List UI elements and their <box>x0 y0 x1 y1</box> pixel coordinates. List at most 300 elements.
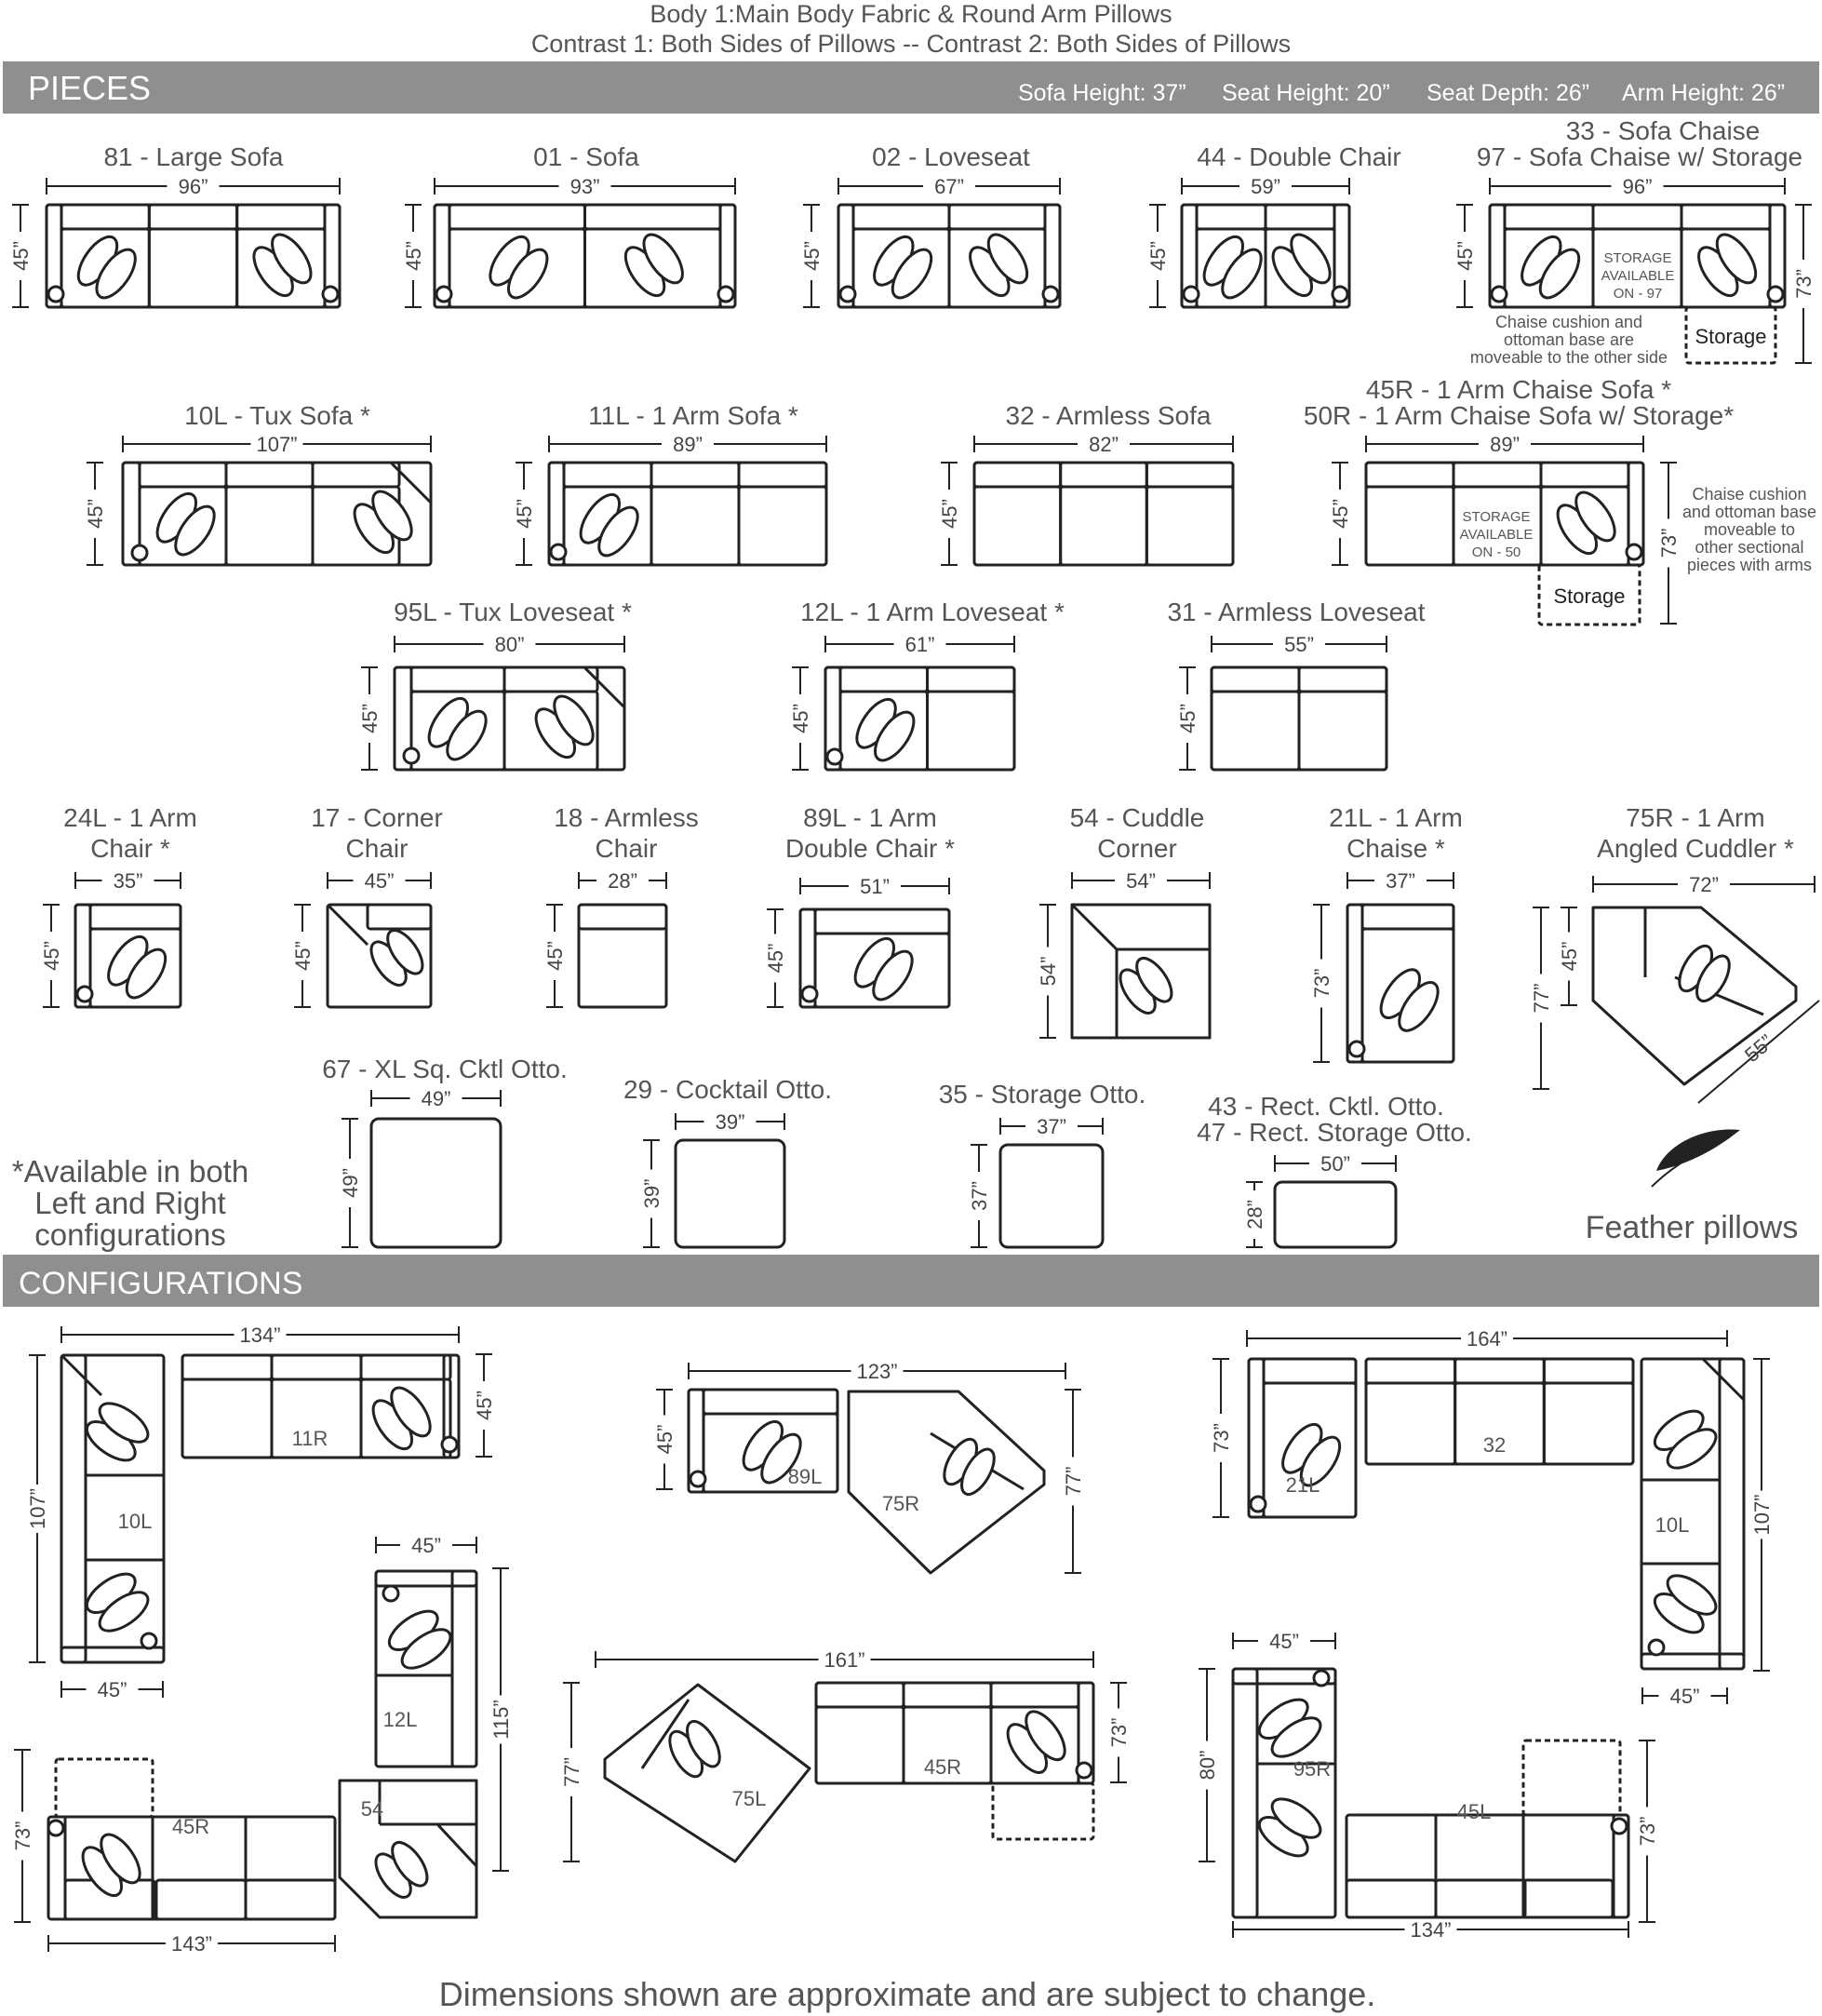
storage-ottoman <box>1523 1740 1620 1815</box>
pillow-pair <box>1253 1692 1327 1764</box>
dimension-horizontal <box>123 431 431 457</box>
back-cushion <box>949 205 1045 229</box>
frame <box>1346 1815 1628 1917</box>
dim-label: 73” <box>1792 269 1815 299</box>
config-title: CONFIGURATIONS <box>19 1266 303 1301</box>
chaise-note: Chaise cushion and <box>1494 313 1643 331</box>
dim-label: 45” <box>513 499 536 529</box>
ottoman <box>676 1140 784 1247</box>
dim-label: 72” <box>1689 873 1719 896</box>
back-cushion <box>149 205 236 229</box>
back-cushion <box>1146 463 1233 487</box>
dimension-horizontal <box>689 1358 1065 1384</box>
dimension-vertical <box>1748 1359 1775 1671</box>
dim-label: 49” <box>421 1087 451 1110</box>
arm-bolster <box>551 544 566 559</box>
dim-label: 80” <box>494 633 525 656</box>
dimension-vertical <box>651 1390 677 1489</box>
dimension-horizontal <box>1000 1113 1103 1139</box>
dim-label: 59” <box>1251 175 1280 198</box>
seat-cushion <box>1436 1880 1525 1917</box>
dimension-vertical <box>1528 907 1554 1089</box>
dimension-horizontal <box>48 1930 335 1956</box>
dimension-horizontal <box>1593 871 1815 897</box>
arm-bolster <box>404 748 419 763</box>
dim-label: 123” <box>856 1360 898 1383</box>
dimension-vertical <box>1035 905 1061 1038</box>
dimension-horizontal <box>579 867 666 894</box>
pieces-title: PIECES <box>28 69 152 107</box>
dimension-vertical <box>1060 1390 1086 1573</box>
dimension-horizontal <box>47 173 340 199</box>
back-cushion <box>1544 1359 1633 1383</box>
back-cushion <box>651 463 739 487</box>
back-cushion <box>1593 205 1681 229</box>
piece-title: 29 - Cocktail Otto. <box>623 1075 833 1104</box>
disclaimer: Dimensions shown are approximate and are subject to change. <box>438 1975 1376 2013</box>
dimension-horizontal <box>75 867 181 894</box>
piece-code: 75L <box>731 1787 767 1810</box>
piece-title: 45R - 1 Arm Chaise Sofa * <box>1365 375 1672 404</box>
dimension-vertical <box>542 905 568 1007</box>
dim-label: 37” <box>1037 1115 1066 1138</box>
back-cushion <box>90 905 181 929</box>
dim-label: 45” <box>938 499 961 529</box>
dimension-horizontal <box>1275 1150 1396 1176</box>
back-cushion <box>991 1683 1078 1707</box>
dim-label: 39” <box>715 1110 745 1134</box>
piece-title: Chaise * <box>1346 834 1445 863</box>
tux-arm-angle <box>1703 1359 1744 1400</box>
dimension-vertical <box>798 205 824 307</box>
dimension-horizontal <box>371 1085 501 1111</box>
back-cushion <box>237 205 325 229</box>
dimension-vertical <box>1634 1740 1660 1922</box>
back-cushion <box>1233 1669 1257 1917</box>
pillow-pair <box>1197 231 1268 304</box>
dimension-horizontal <box>838 173 1060 199</box>
back-cushion <box>853 205 949 229</box>
frame <box>579 905 666 1007</box>
back-cushion <box>1681 205 1770 229</box>
dimension-vertical <box>1241 1182 1267 1247</box>
dim-label: 93” <box>569 175 600 198</box>
piece-code: 21L <box>1285 1473 1320 1497</box>
seat-cushion <box>739 487 826 565</box>
piece-title: 21L - 1 Arm <box>1329 803 1463 832</box>
dimension-horizontal <box>435 173 735 199</box>
back-cushion <box>1299 667 1387 692</box>
piece-title: Corner <box>1097 834 1177 863</box>
dim-label: 55” <box>1284 633 1314 656</box>
dimension-horizontal <box>1233 1916 1628 1942</box>
back-cushion <box>1541 463 1628 487</box>
arm-bolster <box>141 1633 156 1648</box>
dimension-vertical <box>9 1750 35 1922</box>
pillow-pair <box>369 1836 434 1902</box>
chaise-note: and ottoman base <box>1681 503 1817 521</box>
back-cushion <box>449 205 585 229</box>
dim-label: 45” <box>1269 1630 1299 1653</box>
arm-bolster <box>1768 287 1783 302</box>
arm-bolster <box>1314 1671 1329 1686</box>
dimension-vertical <box>356 667 382 770</box>
dim-label: 107” <box>26 1487 49 1530</box>
dim-label: 96” <box>178 175 208 198</box>
piece-code: 10L <box>1655 1513 1690 1537</box>
pillow-pair <box>1550 486 1622 559</box>
dim-label: 45” <box>411 1534 441 1557</box>
arm-bolster <box>1627 544 1641 559</box>
dim-label: 45” <box>653 1424 677 1455</box>
dimension-horizontal <box>1182 173 1349 199</box>
dimension-horizontal <box>395 631 624 657</box>
back-cushion <box>1212 667 1299 692</box>
dimension-vertical <box>1105 1683 1132 1782</box>
back-cushion <box>1266 205 1334 229</box>
arm-bolster <box>1043 287 1058 302</box>
dimension-vertical <box>471 1354 497 1457</box>
back-cushion <box>452 1571 476 1767</box>
seat-cushion <box>149 229 236 307</box>
frame <box>974 463 1233 565</box>
dim-label: 107” <box>1750 1494 1774 1536</box>
storage-note: ON - 97 <box>1613 286 1663 302</box>
dim-label: 37” <box>1386 869 1415 893</box>
pillow-pair <box>663 1716 727 1781</box>
dim-label: 73” <box>1107 1717 1131 1748</box>
dim-label: 134” <box>1410 1918 1452 1942</box>
dimension-horizontal <box>800 873 949 899</box>
tux-arm-angle <box>584 667 624 707</box>
back-cushion <box>1366 1359 1455 1383</box>
piece-title: Double Chair * <box>784 834 956 863</box>
dim-label: 49” <box>339 1168 362 1198</box>
dimension-vertical <box>762 909 788 1007</box>
dim-label: 28” <box>608 869 637 893</box>
dimension-horizontal <box>1366 431 1643 457</box>
piece-code: 12L <box>382 1708 418 1731</box>
pillow-pair <box>848 933 919 1006</box>
availability-note: Left and Right <box>34 1186 226 1220</box>
dim-label: 77” <box>1530 983 1553 1014</box>
arm-bolster <box>1184 287 1199 302</box>
piece-title: 17 - Corner <box>311 803 443 832</box>
dimension-vertical <box>511 463 537 565</box>
seat-cushion <box>156 1880 246 1919</box>
back-cushion <box>564 463 651 487</box>
arm-bolster <box>442 1437 457 1452</box>
arm-bolster <box>718 287 733 302</box>
arm <box>1347 905 1362 1062</box>
arm-bolster <box>132 545 147 560</box>
dimension-vertical <box>1655 463 1681 624</box>
dim-label: 73” <box>11 1821 34 1851</box>
storage-note: AVAILABLE <box>1601 268 1675 284</box>
seat-cushion <box>1366 1383 1455 1464</box>
ottoman <box>1000 1145 1103 1247</box>
tux-arm-angle <box>391 463 431 503</box>
seat-cushion <box>816 1707 904 1783</box>
pillow-pair <box>867 231 939 304</box>
dimension-horizontal <box>676 1109 784 1135</box>
piece-title: 31 - Armless Loveseat <box>1167 598 1426 626</box>
piece-title: 32 - Armless Sofa <box>1005 401 1212 430</box>
piece-title: 54 - Cuddle <box>1069 803 1205 832</box>
ottoman <box>1275 1182 1396 1247</box>
dim-label: 45” <box>789 704 812 733</box>
piece-title: Angled Cuddler * <box>1597 834 1794 863</box>
piece-code: 10L <box>117 1510 153 1533</box>
dim-label: 107” <box>256 433 298 456</box>
pillow-pair <box>963 228 1035 302</box>
dim-label: 54” <box>1126 869 1156 893</box>
back-cushion <box>411 667 504 692</box>
dim-label: 45” <box>800 241 824 271</box>
piece-title: 75R - 1 Arm <box>1626 803 1765 832</box>
back-cushion <box>61 205 149 229</box>
dimension-vertical <box>638 1140 664 1247</box>
angled-cuddler-frame <box>605 1685 810 1861</box>
seat-cushion <box>1061 487 1147 565</box>
pillow-pair <box>150 488 221 561</box>
storage-ottoman <box>993 1783 1093 1839</box>
dim-label: 82” <box>1089 433 1119 456</box>
piece-title: 89L - 1 Arm <box>803 803 937 832</box>
dim-label: 73” <box>1657 528 1681 558</box>
piece-title: Chair <box>345 834 409 863</box>
piece-title: 01 - Sofa <box>533 142 639 171</box>
dimension-horizontal <box>596 1646 1093 1673</box>
arm-bolster <box>77 987 92 1001</box>
pillow-pair <box>383 1604 457 1675</box>
back-cushion <box>226 463 313 487</box>
availability-note: *Available in both <box>11 1154 249 1189</box>
seat-cushion <box>246 1880 335 1919</box>
seat-cushion <box>1366 487 1454 565</box>
back-cushion <box>974 463 1061 487</box>
back-cushion <box>739 463 826 487</box>
dimension-vertical <box>38 905 64 1007</box>
arm <box>376 1571 476 1586</box>
dim-label: 45” <box>1146 241 1170 271</box>
dimension-vertical <box>558 1683 584 1861</box>
back-cushion <box>904 1683 991 1707</box>
dim-label: 55” <box>1739 1029 1778 1068</box>
dimension-horizontal <box>376 1532 476 1558</box>
pillow-pair <box>75 1828 147 1902</box>
arm-bolster <box>1492 287 1507 302</box>
dimension-vertical <box>1174 667 1200 770</box>
seat-cushion <box>651 487 739 565</box>
dim-label: 51” <box>860 875 890 898</box>
piece-title: 43 - Rect. Cktl. Otto. <box>1208 1092 1444 1121</box>
back-cushion <box>840 667 928 692</box>
back-cushion <box>313 463 399 487</box>
dim-label: 143” <box>170 1932 213 1956</box>
back-cushion <box>1264 1359 1356 1383</box>
tux-arm-angle <box>61 1355 101 1395</box>
arm-bolster <box>1077 1763 1092 1778</box>
piece-code: 45L <box>1456 1800 1492 1823</box>
pillow-pair <box>529 690 600 763</box>
dim-label: 61” <box>904 633 935 656</box>
dim-label: 45” <box>473 1391 496 1420</box>
dim-label: 73” <box>1210 1423 1233 1453</box>
seat-cushion <box>974 487 1061 565</box>
arm-bolster <box>827 749 842 764</box>
seat-cushion <box>182 1379 272 1458</box>
chaise-note: moveable to the other side <box>1469 348 1668 367</box>
back-cushion <box>504 667 597 692</box>
piece-code: 95R <box>1293 1757 1332 1781</box>
pillow-pair <box>81 1396 154 1468</box>
dim-label: 45” <box>543 941 567 971</box>
back-cushion <box>815 909 949 934</box>
dim-label: 89” <box>1490 433 1520 456</box>
corner-angle <box>1072 905 1117 949</box>
arm-bolster <box>1612 1819 1627 1834</box>
dim-label: 96” <box>1622 175 1653 198</box>
dimension-vertical <box>936 463 962 565</box>
pillow-pair <box>850 693 921 767</box>
seat-cushion <box>1523 1880 1613 1917</box>
dim-label: 45” <box>402 241 425 271</box>
dimension-horizontal <box>1233 1628 1335 1654</box>
ottoman <box>371 1119 501 1247</box>
back-cushion <box>61 1355 86 1662</box>
arm-bolster <box>690 1472 705 1486</box>
dim-label: 45” <box>84 499 107 529</box>
pillow-pair <box>366 1381 437 1455</box>
piece-title: 47 - Rect. Storage Otto. <box>1197 1118 1472 1147</box>
storage-note: ON - 50 <box>1471 544 1521 560</box>
dim-label: 45” <box>291 941 315 971</box>
pillow-pair <box>1253 1792 1327 1863</box>
arm-bolster <box>48 1821 63 1835</box>
pillow-pair <box>1649 1404 1722 1475</box>
storage-note: AVAILABLE <box>1459 527 1534 543</box>
arm-bolster <box>1333 287 1347 302</box>
dimension-horizontal <box>549 431 826 457</box>
dim-label: 45” <box>764 943 787 974</box>
pillow-pair <box>422 692 493 766</box>
pillow-pair <box>1000 1705 1072 1779</box>
dimension-horizontal <box>1642 1683 1727 1709</box>
piece-title: 02 - Loveseat <box>872 142 1030 171</box>
dim-label: 54” <box>1037 956 1060 987</box>
piece-code: 75R <box>881 1492 920 1515</box>
arm-bolster <box>383 1586 398 1601</box>
dim-label: 45” <box>1669 1685 1700 1708</box>
arm <box>1249 1359 1264 1517</box>
arm-bolster <box>436 287 451 302</box>
pillow-pair <box>1649 1568 1722 1640</box>
dimension-horizontal <box>1347 867 1454 894</box>
back-cushion <box>1366 463 1454 487</box>
back-cushion <box>272 1355 361 1379</box>
dimension-horizontal <box>1072 867 1210 894</box>
storage-note: STORAGE <box>1603 250 1672 266</box>
seat-cushion <box>226 487 313 565</box>
corner-angle <box>328 905 368 945</box>
back-cushion <box>1720 1359 1744 1669</box>
piece-code: 89L <box>787 1465 823 1488</box>
arm-bolster <box>840 287 855 302</box>
frame <box>825 667 1014 770</box>
dim-label: 45” <box>9 241 33 271</box>
dimension-vertical <box>400 205 426 307</box>
pillow-pair <box>483 231 555 304</box>
piece-title: 18 - Armless <box>554 803 699 832</box>
seat-cushion <box>1346 1880 1436 1917</box>
pillow-pair <box>1692 228 1763 302</box>
dimension-vertical <box>966 1145 992 1247</box>
seat-height: Seat Height: 20” <box>1222 80 1390 106</box>
dim-label: 45” <box>1329 499 1352 529</box>
dimension-vertical <box>337 1119 363 1247</box>
back-cushion <box>1362 905 1454 929</box>
storage-label: Storage <box>1695 325 1767 348</box>
back-cushion <box>361 1355 450 1379</box>
dimension-vertical <box>82 463 108 565</box>
piece-title: Chair * <box>90 834 170 863</box>
dimension-vertical <box>488 1568 514 1871</box>
corner-angle <box>437 1824 476 1866</box>
arm-bolster <box>1649 1640 1664 1655</box>
dim-label: 164” <box>1466 1327 1508 1351</box>
chaise-note: Chaise cushion <box>1692 485 1807 504</box>
pillow-pair <box>1673 941 1736 1006</box>
dimension-vertical <box>787 667 813 770</box>
dim-label: 45” <box>40 941 63 971</box>
seat-cushion <box>1212 692 1299 770</box>
dimension-horizontal <box>328 867 431 894</box>
dimension-horizontal <box>61 1676 163 1702</box>
piece-title: 97 - Sofa Chaise w/ Storage <box>1476 142 1803 171</box>
dim-label: 77” <box>560 1757 583 1787</box>
pillow-pair <box>1515 231 1587 304</box>
header-line-1: Body 1:Main Body Fabric & Round Arm Pillows <box>650 0 1172 28</box>
pillow-pair <box>1266 228 1337 302</box>
dim-label: 45” <box>1558 941 1581 972</box>
chaise-note: ottoman base are <box>1503 330 1635 349</box>
piece-title: 81 - Large Sofa <box>103 142 284 171</box>
chaise-note: moveable to <box>1703 520 1796 539</box>
dim-label: 134” <box>239 1324 281 1347</box>
dimension-horizontal <box>61 1322 459 1348</box>
feather-icon <box>1652 1129 1740 1187</box>
dim-label: 73” <box>1636 1816 1659 1847</box>
back-cushion <box>1061 463 1147 487</box>
pillow-pair <box>71 231 142 304</box>
arm-bolster <box>323 287 338 302</box>
piece-title: 11L - 1 Arm Sofa * <box>588 401 798 430</box>
piece-code: 45R <box>923 1755 962 1779</box>
chaise-note: pieces with arms <box>1686 556 1813 574</box>
dim-label: 35” <box>113 869 143 893</box>
piece-code: 54 <box>360 1797 384 1821</box>
dimension-horizontal <box>825 631 1014 657</box>
piece-code: 11R <box>291 1427 328 1450</box>
dim-label: 115” <box>489 1700 513 1740</box>
back-cushion <box>928 667 1015 692</box>
piece-title: 50R - 1 Arm Chaise Sofa w/ Storage* <box>1303 401 1735 430</box>
dimension-vertical <box>1308 905 1334 1062</box>
pillow-pair <box>365 924 429 990</box>
frame <box>395 667 624 770</box>
dimension-vertical <box>1790 205 1816 363</box>
